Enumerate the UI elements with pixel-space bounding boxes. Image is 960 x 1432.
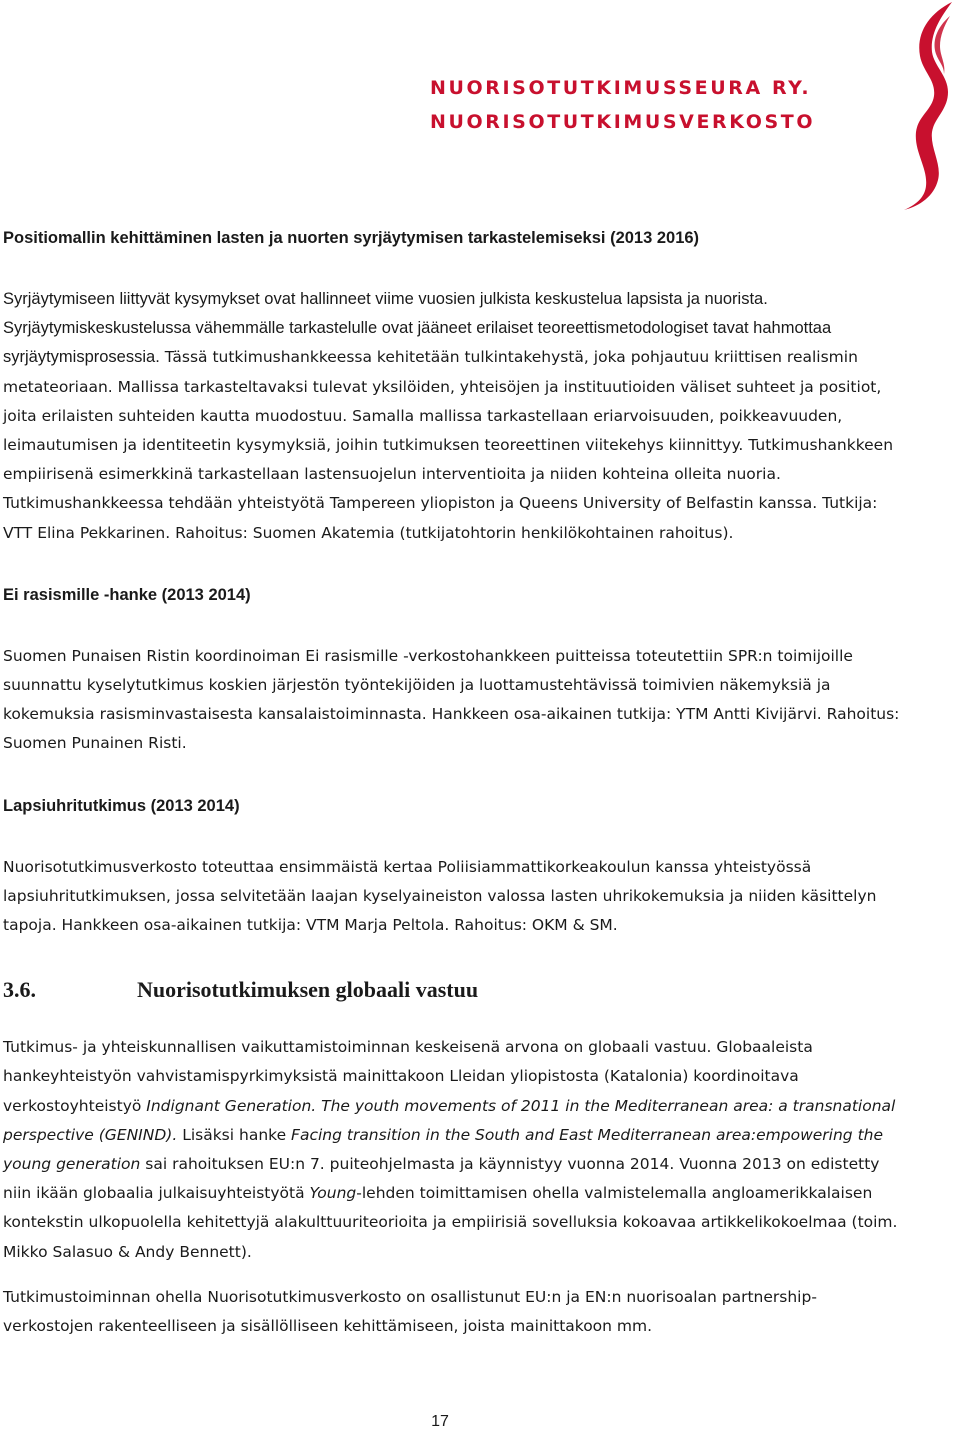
org-name-line-1: NUORISOTUTKIMUSSEURA RY. [430,77,812,99]
page-number: 17 [431,1413,449,1430]
section-paragraph-1-italic-2: Facing transition in the South and East Mediterranean area:empowering the young generation [3,1125,884,1174]
project-title-ei-rasismille: Ei rasismille -hanke (2013 2014) [3,585,251,604]
section-paragraph-1-part-b: Lisäksi hanke [177,1125,292,1144]
section-paragraph-1-italic-3: Young [309,1184,357,1203]
section-title: Nuorisotutkimuksen globaali vastuu [137,977,479,1003]
document-body [3,226,903,1357]
project-description-ei-rasismille: Suomen Punaisen Ristin koordinoiman Ei rasismille -verkostohankkeen puitteissa toteutettiin SPR:n toimijoille suunnattu kyselytutkimus koskien järjestön työntekijöiden ja luottamustehtävissä toimivien näkemyksiä ja kokemuksia rasisminvastaisesta kansalaistoiminnasta. Hankkeen osa-aikainen tutkija: YTM Antti Kivijärvi. Rahoitus: Suomen Punainen Risti. [3,646,900,753]
section-paragraph-1-part-d: -lehden toimittamisen ohella valmistelemalla angloamerikkalaisen kontekstin ulkopuolella kehitettyjä alakulttuuriteorioita ja empiirisiä sovelluksia kokoavaa artikkelikokoelmaa (toim. Mikko Salasuo & Andy Bennett). [3,1184,898,1261]
section-heading [3,975,903,1005]
project-title-positiomalli: Positiomallin kehittäminen lasten ja nuorten syrjäytymisen tarkastelemiseksi (2013 2016) [3,229,700,247]
project-description-positiomalli-intro: Syrjäytymiseen liittyvät kysymykset ovat hallinneet viime vuosien julkista keskustelua lapsista ja nuorista. Syrjäytymiskeskustelussa vähemmälle tarkastelulle ovat jääneet erilaiset teoreettismetodologiset tavat hahmottaa syrjäytymisprosessia. [3,290,832,367]
section-paragraph-2: Tutkimustoiminnan ohella Nuorisotutkimusverkosto on osallistunut EU:n ja EN:n nuorisoalan partnership-verkostojen rakenteelliseen ja sisällölliseen kehittämiseen, joista mainittakoon mm. [3,1287,817,1336]
project-description-positiomalli [3,285,903,548]
project-description-lapsiuhritutkimus: Nuorisotutkimusverkosto toteuttaa ensimmäistä kertaa Poliisiammattikorkeakoulun kanssa yhteistyössä lapsiuhritutkimuksen, jossa selvitetään laajan kyselyaineiston valossa lasten uhrikokemuksia ja niiden käsittelyn tapoja. Hankkeen osa-aikainen tutkija: VTM Marja Peltola. Rahoitus: OKM & SM. [3,857,877,935]
project-title-lapsiuhritutkimus: Lapsiuhritutkimus (2013 2014) [3,796,240,815]
section-paragraph-1 [3,1033,903,1267]
project-description-positiomalli-rest: Tässä tutkimushankkeessa kehitetään tulkintakehystä, joka pohjautuu kriittisen realismin metateoriaan. Mallissa tarkasteltavaksi tulevat yksilöiden, yhteisöjen ja instituutioiden väliset suhteet ja positiot, joita erilaisten suhteiden kautta muodostuu. Samalla mallissa tarkastellaan eriarvoisuuden, poikkeavuuden, leimautumisen ja identiteetin kysymyksiä, joihin tutkimuksen teoreettinen viitekehys kiinnittyy. Tutkimushankkeen empiirisenä esimerkkinä tarkastellaan lastensuojelun interventioita ja niiden kohteina olleita nuoria. Tutkimushankkeessa tehdään yhteistyötä Tampereen yliopiston ja Queens University of Belfastin kanssa. Tutkija: VTT Elina Pekkarinen. Rahoitus: Suomen Akatemia (tutkijatohtorin henkilökohtainen rahoitus). [3,348,894,542]
section-paragraph-1-part-c: sai rahoituksen EU:n 7. puiteohjelmasta ja käynnistyy vuonna 2014. Vuonna 2013 on edistetty niin ikään globaalia julkaisuyhteistyötä [3,1155,880,1203]
org-name-line-2: NUORISOTUTKIMUSVERKOSTO [430,111,816,133]
section-number: 3.6. [3,977,36,1003]
section-paragraph-1-part-a: Tutkimus- ja yhteiskunnallisen vaikuttamistoiminnan keskeisenä arvona on globaali vastuu. Globaaleista hankeyhteistyön vahvistamispyrkimyksistä mainittakoon Lleidan yliopistosta (Katalonia) koordinoitava verkostoyhteistyö [3,1038,813,1115]
section-paragraph-1-italic-1: Indignant Generation. The youth movements of 2011 in the Mediterranean area: a transnational perspective (GENIND). [3,1096,896,1144]
red-swirl-logo-icon [890,0,960,212]
